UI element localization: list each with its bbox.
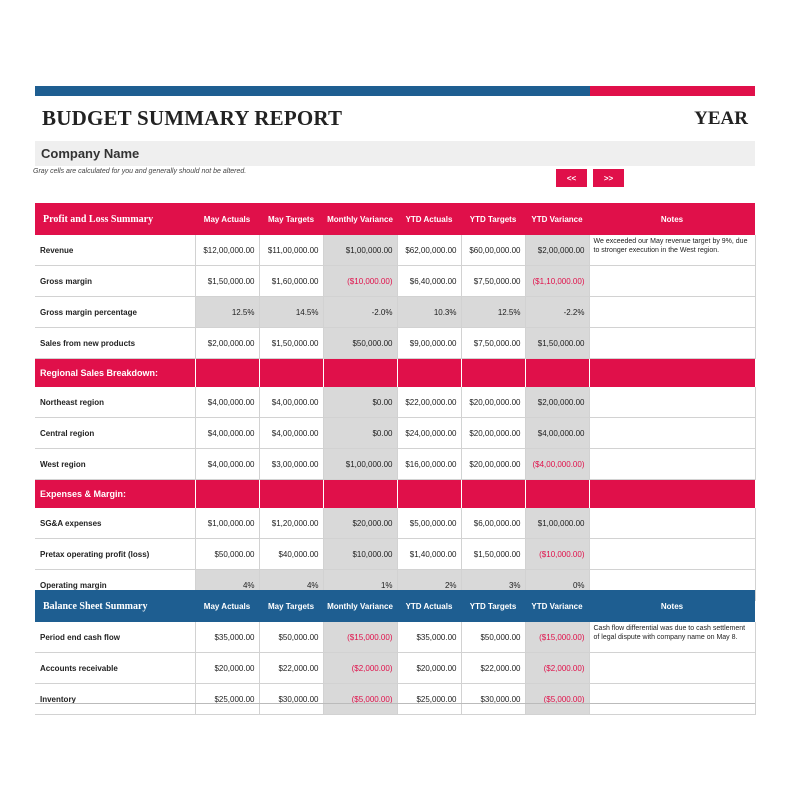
value-cell[interactable]: ($5,000.00) [525,684,589,715]
value-cell[interactable]: $2,00,000.00 [195,328,259,359]
value-cell[interactable]: $7,50,000.00 [461,328,525,359]
table-row [35,622,755,653]
value-cell[interactable]: $35,000.00 [397,622,461,653]
table-row [35,387,755,418]
value-cell[interactable]: $25,000.00 [397,684,461,715]
value-cell[interactable]: $6,00,000.00 [461,508,525,539]
table-row [35,328,755,359]
notes-cell[interactable] [589,449,755,480]
section-cell [589,480,755,509]
bottom-rule [35,703,755,704]
accent-bar-blue [35,86,590,96]
section-cell [195,359,259,388]
value-cell[interactable]: $4,00,000.00 [195,449,259,480]
section-cell [397,359,461,388]
value-cell[interactable]: -2.0% [323,297,397,328]
value-cell[interactable]: $35,000.00 [195,622,259,653]
profit-loss-table [35,203,756,601]
section-cell [259,359,323,388]
col-monthly-variance: Monthly Variance [323,590,397,622]
value-cell[interactable]: $1,50,000.00 [525,328,589,359]
section-cell [589,359,755,388]
value-cell[interactable]: $4,00,000.00 [259,418,323,449]
row-label[interactable]: Gross margin [35,266,195,297]
balance-sheet-header-row [35,590,755,622]
col-ytd-targets: YTD Targets [461,590,525,622]
value-cell[interactable]: $0.00 [323,387,397,418]
value-cell[interactable]: $50,000.00 [323,328,397,359]
table-row [35,266,755,297]
value-cell[interactable]: $1,00,000.00 [195,508,259,539]
value-cell[interactable]: $0.00 [323,418,397,449]
notes-cell[interactable] [589,418,755,449]
row-label[interactable]: West region [35,449,195,480]
gray-cells-note: Gray cells are calculated for you and generally should not be altered. [33,168,247,175]
value-cell[interactable]: 3% [461,570,525,601]
value-cell[interactable]: $25,000.00 [195,684,259,715]
notes-cell[interactable] [589,539,755,570]
notes-cell[interactable] [589,328,755,359]
value-cell[interactable]: 4% [195,570,259,601]
notes-cell[interactable] [589,387,755,418]
row-label[interactable]: Gross margin percentage [35,297,195,328]
value-cell[interactable]: $20,000.00 [195,653,259,684]
value-cell[interactable]: $20,00,000.00 [461,387,525,418]
row-label[interactable]: Central region [35,418,195,449]
col-may-targets: May Targets [259,590,323,622]
regional-sales-section [35,359,755,388]
row-label[interactable]: Inventory [35,684,195,715]
notes-cell[interactable]: Cash flow differential was due to cash settlement of legal dispute with company name on May 8. [589,622,755,653]
table-row [35,653,755,684]
value-cell[interactable]: $9,00,000.00 [397,328,461,359]
value-cell[interactable]: $16,00,000.00 [397,449,461,480]
value-cell[interactable]: $60,00,000.00 [461,235,525,266]
previous-button[interactable]: << [556,169,587,187]
value-cell[interactable]: $22,000.00 [461,653,525,684]
row-label[interactable]: Sales from new products [35,328,195,359]
table-row [35,418,755,449]
value-cell[interactable]: $1,60,000.00 [259,266,323,297]
value-cell[interactable]: 12.5% [461,297,525,328]
value-cell[interactable]: 4% [259,570,323,601]
value-cell[interactable]: $1,50,000.00 [259,328,323,359]
value-cell[interactable]: ($4,00,000.00) [525,449,589,480]
section-cell [195,480,259,509]
value-cell[interactable]: 14.5% [259,297,323,328]
row-label[interactable]: Accounts receivable [35,653,195,684]
value-cell[interactable]: $1,20,000.00 [259,508,323,539]
value-cell[interactable]: $2,00,000.00 [525,235,589,266]
col-ytd-variance: YTD Variance [525,590,589,622]
value-cell[interactable]: $1,00,000.00 [525,508,589,539]
row-label[interactable]: Period end cash flow [35,622,195,653]
value-cell[interactable]: ($2,000.00) [525,653,589,684]
value-cell[interactable]: $4,00,000.00 [259,387,323,418]
value-cell[interactable]: $50,000.00 [195,539,259,570]
value-cell[interactable]: $11,00,000.00 [259,235,323,266]
section-cell [397,480,461,509]
value-cell[interactable]: $20,000.00 [323,508,397,539]
col-monthly-variance: Monthly Variance [323,203,397,235]
col-may-targets: May Targets [259,203,323,235]
value-cell[interactable]: ($10,000.00) [323,266,397,297]
value-cell[interactable]: ($15,000.00) [525,622,589,653]
value-cell[interactable]: 2% [397,570,461,601]
value-cell[interactable]: $12,00,000.00 [195,235,259,266]
value-cell[interactable]: $7,50,000.00 [461,266,525,297]
notes-cell[interactable] [589,508,755,539]
col-may-actuals: May Actuals [195,203,259,235]
expenses-margin-section-title: Expenses & Margin: [35,480,195,509]
regional-sales-section-title: Regional Sales Breakdown: [35,359,195,388]
table-row [35,539,755,570]
value-cell[interactable]: ($2,000.00) [323,653,397,684]
report-year[interactable]: YEAR [694,108,748,129]
col-ytd-actuals: YTD Actuals [397,590,461,622]
section-cell [461,359,525,388]
value-cell[interactable]: ($1,10,000.00) [525,266,589,297]
company-name[interactable]: Company Name [41,146,140,161]
section-cell [323,480,397,509]
row-label[interactable]: Operating margin [35,570,195,601]
value-cell[interactable]: 0% [525,570,589,601]
col-ytd-actuals: YTD Actuals [397,203,461,235]
value-cell[interactable]: $10,000.00 [323,539,397,570]
value-cell[interactable]: $22,000.00 [259,653,323,684]
notes-cell[interactable] [589,266,755,297]
table-row [35,297,755,328]
value-cell[interactable]: $62,00,000.00 [397,235,461,266]
value-cell[interactable]: $2,00,000.00 [525,387,589,418]
section-cell [259,480,323,509]
col-may-actuals: May Actuals [195,590,259,622]
balance-sheet-summary-heading: Balance Sheet Summary [35,590,195,622]
row-label[interactable]: Northeast region [35,387,195,418]
value-cell[interactable]: $6,40,000.00 [397,266,461,297]
expenses-margin-section [35,480,755,509]
value-cell[interactable]: $40,000.00 [259,539,323,570]
value-cell[interactable]: $50,000.00 [259,622,323,653]
section-cell [461,480,525,509]
value-cell[interactable]: $24,00,000.00 [397,418,461,449]
value-cell[interactable]: ($10,000.00) [525,539,589,570]
col-notes: Notes [589,203,755,235]
table-row [35,449,755,480]
value-cell[interactable]: $3,00,000.00 [259,449,323,480]
company-bar [35,141,755,166]
value-cell[interactable]: 10.3% [397,297,461,328]
value-cell[interactable]: $50,000.00 [461,622,525,653]
value-cell[interactable]: $30,000.00 [259,684,323,715]
value-cell[interactable]: $1,00,000.00 [323,235,397,266]
value-cell[interactable]: $22,00,000.00 [397,387,461,418]
report-title: BUDGET SUMMARY REPORT [42,106,343,130]
row-label[interactable]: SG&A expenses [35,508,195,539]
table-row [35,508,755,539]
col-ytd-variance: YTD Variance [525,203,589,235]
value-cell[interactable]: $20,00,000.00 [461,418,525,449]
accent-bar-red [590,86,755,96]
top-accent-bar [35,86,755,96]
value-cell[interactable]: $1,50,000.00 [195,266,259,297]
next-button[interactable]: >> [593,169,624,187]
value-cell[interactable]: $4,00,000.00 [525,418,589,449]
section-cell [525,480,589,509]
balance-sheet-table [35,590,756,715]
col-ytd-targets: YTD Targets [461,203,525,235]
notes-cell[interactable] [589,684,755,715]
value-cell[interactable]: $1,40,000.00 [397,539,461,570]
value-cell[interactable]: $20,00,000.00 [461,449,525,480]
value-cell[interactable]: -2.2% [525,297,589,328]
value-cell[interactable]: ($15,000.00) [323,622,397,653]
col-notes: Notes [589,590,755,622]
value-cell[interactable]: $1,00,000.00 [323,449,397,480]
table-row [35,684,755,715]
row-label[interactable]: Pretax operating profit (loss) [35,539,195,570]
value-cell[interactable]: $4,00,000.00 [195,387,259,418]
value-cell[interactable]: $30,000.00 [461,684,525,715]
value-cell[interactable]: ($5,000.00) [323,684,397,715]
value-cell[interactable]: 12.5% [195,297,259,328]
row-label[interactable]: Revenue [35,235,195,266]
section-cell [323,359,397,388]
notes-cell[interactable] [589,653,755,684]
profit-loss-header-row [35,203,755,235]
section-cell [525,359,589,388]
table-row [35,235,755,266]
value-cell[interactable]: $5,00,000.00 [397,508,461,539]
value-cell[interactable]: $4,00,000.00 [195,418,259,449]
profit-loss-summary-heading: Profit and Loss Summary [35,203,195,235]
value-cell[interactable]: $20,000.00 [397,653,461,684]
value-cell[interactable]: $1,50,000.00 [461,539,525,570]
notes-cell[interactable]: We exceeded our May revenue target by 9%, due to stronger execution in the West region. [589,235,755,266]
value-cell[interactable]: 1% [323,570,397,601]
notes-cell[interactable] [589,297,755,328]
